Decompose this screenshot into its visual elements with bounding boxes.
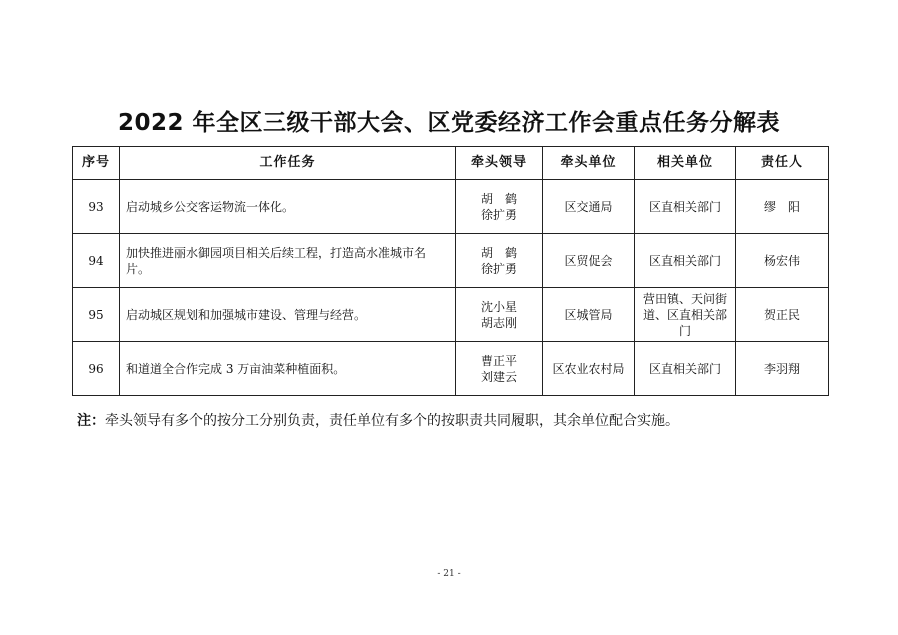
cell-task: 和道道全合作完成 3 万亩油菜种植面积。 bbox=[120, 342, 456, 396]
cell-task: 启动城区规划和加强城市建设、管理与经营。 bbox=[120, 288, 456, 342]
task-table bbox=[72, 146, 829, 396]
cell-related: 区直相关部门 bbox=[635, 234, 736, 288]
cell-unit: 区农业农村局 bbox=[543, 342, 635, 396]
cell-related: 区直相关部门 bbox=[635, 342, 736, 396]
cell-lead bbox=[456, 288, 543, 342]
lead-name: 徐扩勇 bbox=[480, 261, 517, 276]
cell-no: 94 bbox=[73, 234, 120, 288]
cell-no: 95 bbox=[73, 288, 120, 342]
table-row bbox=[73, 234, 829, 288]
page-number: - 21 - bbox=[437, 569, 461, 579]
header-task: 工作任务 bbox=[120, 147, 456, 180]
cell-person: 缪 阳 bbox=[736, 180, 829, 234]
cell-related: 区直相关部门 bbox=[635, 180, 736, 234]
cell-related: 营田镇、天问街道、区直相关部门 bbox=[635, 288, 736, 342]
cell-unit: 区交通局 bbox=[543, 180, 635, 234]
table-header-row bbox=[73, 147, 829, 180]
cell-person: 李羽翔 bbox=[736, 342, 829, 396]
table-row bbox=[73, 342, 829, 396]
header-person: 责任人 bbox=[736, 147, 829, 180]
lead-name: 胡志刚 bbox=[480, 315, 517, 330]
cell-no: 96 bbox=[73, 342, 120, 396]
cell-unit: 区贸促会 bbox=[543, 234, 635, 288]
lead-name: 刘建云 bbox=[480, 369, 517, 384]
footnote-label: 注： bbox=[77, 413, 105, 429]
cell-lead bbox=[456, 234, 543, 288]
cell-lead bbox=[456, 342, 543, 396]
cell-person: 贺正民 bbox=[736, 288, 829, 342]
table-row bbox=[73, 180, 829, 234]
lead-name: 胡 鹤 bbox=[480, 191, 517, 206]
cell-unit: 区城管局 bbox=[543, 288, 635, 342]
lead-name: 胡 鹤 bbox=[480, 245, 517, 260]
cell-person: 杨宏伟 bbox=[736, 234, 829, 288]
header-lead: 牵头领导 bbox=[456, 147, 543, 180]
footnote bbox=[77, 410, 679, 430]
lead-name: 沈小星 bbox=[480, 299, 517, 314]
header-unit: 牵头单位 bbox=[543, 147, 635, 180]
cell-lead bbox=[456, 180, 543, 234]
header-no: 序号 bbox=[73, 147, 120, 180]
cell-task: 启动城乡公交客运物流一体化。 bbox=[120, 180, 456, 234]
table-row bbox=[73, 288, 829, 342]
footnote-text: 牵头领导有多个的按分工分别负责，责任单位有多个的按职责共同履职，其余单位配合实施。 bbox=[105, 413, 679, 429]
page-title: 2022 年全区三级干部大会、区党委经济工作会重点任务分解表 bbox=[117, 110, 781, 136]
lead-name: 曹正平 bbox=[480, 353, 517, 368]
header-related: 相关单位 bbox=[635, 147, 736, 180]
cell-task: 加快推进丽水御园项目相关后续工程，打造高水准城市名片。 bbox=[120, 234, 456, 288]
lead-name: 徐扩勇 bbox=[480, 207, 517, 222]
cell-no: 93 bbox=[73, 180, 120, 234]
